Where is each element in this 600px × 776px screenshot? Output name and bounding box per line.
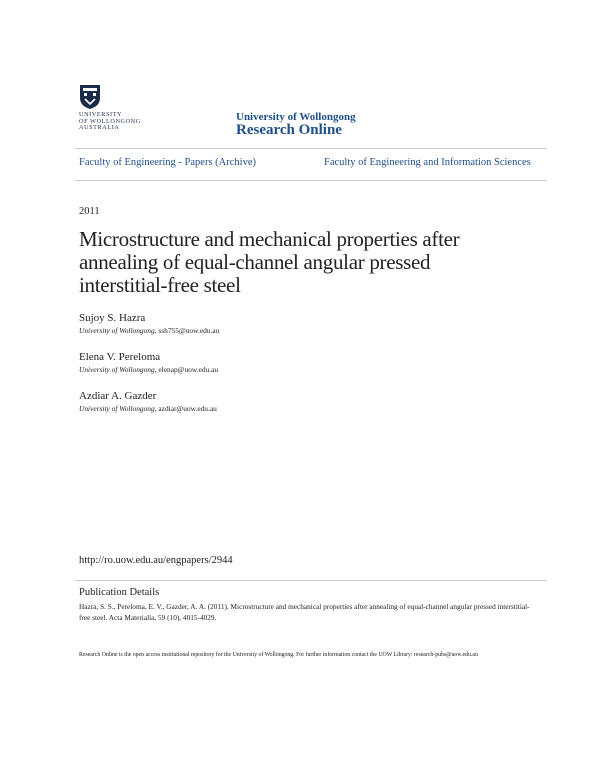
- author-affiliation: University of Wollongong, ssh755@uow.edu.au: [79, 326, 220, 335]
- author-name: Azdiar A. Gazder: [79, 390, 157, 402]
- divider-top: [75, 148, 546, 149]
- author-affiliation: University of Wollongong, elenap@uow.edu.au: [79, 365, 219, 374]
- author-block: [79, 312, 219, 336]
- publication-details-text: Hazra, S. S., Pereloma, E. V., Gazder, A. A. (2011). Microstructure and mechanical properties after annealing of equal-channel angular pressed interstitial-free steel. Acta Materialia, 59 (10), 4015-4029.: [79, 602, 530, 622]
- paper-title: Microstructure and mechanical properties after annealing of equal-channel angular pressed interstitial-free steel: [79, 227, 460, 297]
- repository-link[interactable]: Research Online: [236, 122, 342, 138]
- publication-year: 2011: [79, 206, 100, 217]
- university-logo: [79, 84, 149, 136]
- author-block: [79, 351, 218, 375]
- author-email[interactable]: , ssh755@uow.edu.au: [154, 326, 220, 335]
- faculty-eis-link[interactable]: Faculty of Engineering and Information Sciences: [324, 157, 531, 168]
- author-block: [79, 390, 217, 414]
- divider-publication: [75, 580, 546, 581]
- university-link[interactable]: University of Wollongong: [236, 111, 356, 123]
- divider-bottom: [75, 180, 546, 181]
- author-name: Elena V. Pereloma: [79, 351, 161, 363]
- logo-wordmark: UNIVERSITY OF WOLLONGONG AUSTRALIA: [79, 111, 141, 132]
- crest-icon: [79, 84, 101, 110]
- author-name: Sujoy S. Hazra: [79, 312, 146, 324]
- author-affiliation: University of Wollongong, azdiar@uow.edu.au: [79, 404, 217, 413]
- repository-footer-note: Research Online is the open access institutional repository for the University of Wollongong. For further information contact the UOW Library: research-pubs@uow.edu.au: [79, 652, 478, 658]
- author-email[interactable]: , elenap@uow.edu.au: [154, 365, 219, 374]
- publication-details-heading: Publication Details: [79, 587, 160, 598]
- faculty-archive-link[interactable]: Faculty of Engineering - Papers (Archive): [79, 157, 256, 168]
- paper-url-link[interactable]: http://ro.uow.edu.au/engpapers/2944: [79, 555, 233, 566]
- author-email[interactable]: , azdiar@uow.edu.au: [154, 404, 217, 413]
